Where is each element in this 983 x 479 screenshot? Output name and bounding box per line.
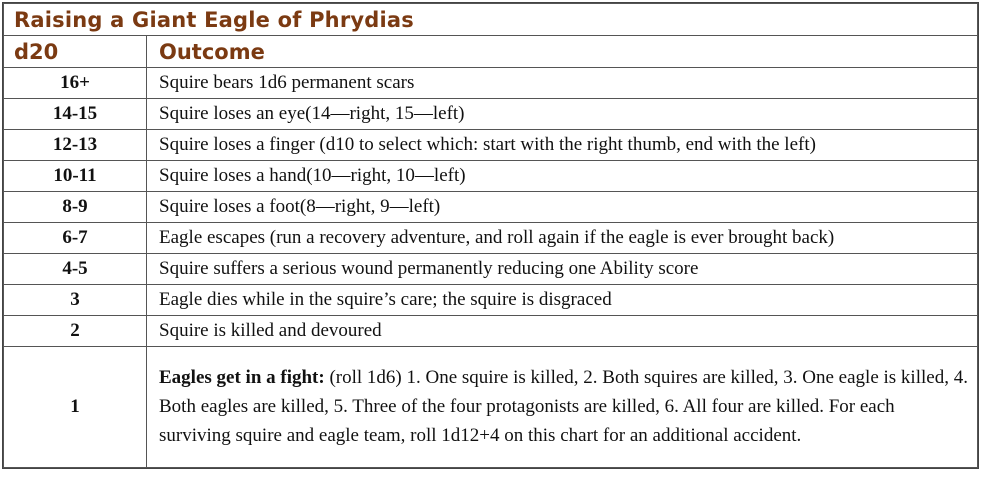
roll-cell: 1 bbox=[4, 347, 147, 468]
table-row bbox=[4, 130, 978, 161]
roll-cell: 14-15 bbox=[4, 99, 147, 130]
header-row bbox=[4, 36, 978, 68]
header-d20: d20 bbox=[4, 36, 147, 68]
table-title: Raising a Giant Eagle of Phrydias bbox=[4, 4, 978, 36]
table-row-last bbox=[4, 347, 978, 468]
outcome-lead: Eagles get in a fight: bbox=[159, 366, 325, 388]
table-row bbox=[4, 254, 978, 285]
outcome-cell: Squire loses a finger (d10 to select which: start with the right thumb, end with the left) bbox=[147, 130, 978, 161]
table-row bbox=[4, 161, 978, 192]
title-row bbox=[4, 4, 978, 36]
roll-cell: 10-11 bbox=[4, 161, 147, 192]
roll-cell: 3 bbox=[4, 285, 147, 316]
table-row bbox=[4, 68, 978, 99]
table-row bbox=[4, 285, 978, 316]
outcome-text: (roll 1d6) 1. One squire is killed, 2. Both squires are killed, 3. One eagle is killed, 4. Both eagles are killed, 5. Three of the four protagonists are killed, 6. All four are killed. For each surviving squire and eagle team, roll 1d12+4 on this chart for an additional accident. bbox=[159, 366, 968, 446]
table-row bbox=[4, 99, 978, 130]
outcome-cell: Squire bears 1d6 permanent scars bbox=[147, 68, 978, 99]
table-row bbox=[4, 192, 978, 223]
table-row bbox=[4, 223, 978, 254]
outcome-cell: Squire suffers a serious wound permanently reducing one Ability score bbox=[147, 254, 978, 285]
outcome-cell: Eagle dies while in the squire’s care; the squire is disgraced bbox=[147, 285, 978, 316]
eagle-table bbox=[2, 2, 979, 469]
roll-cell: 6-7 bbox=[4, 223, 147, 254]
roll-cell: 2 bbox=[4, 316, 147, 347]
outcome-cell: Squire loses a foot(8—right, 9—left) bbox=[147, 192, 978, 223]
header-outcome: Outcome bbox=[147, 36, 978, 68]
outcome-cell: Eagle escapes (run a recovery adventure, and roll again if the eagle is ever brought back) bbox=[147, 223, 978, 254]
roll-cell: 12-13 bbox=[4, 130, 147, 161]
outcome-cell: Squire loses an eye(14—right, 15—left) bbox=[147, 99, 978, 130]
outcome-cell: Squire loses a hand(10—right, 10—left) bbox=[147, 161, 978, 192]
roll-cell: 16+ bbox=[4, 68, 147, 99]
outcome-table bbox=[3, 3, 978, 468]
table-row bbox=[4, 316, 978, 347]
roll-cell: 4-5 bbox=[4, 254, 147, 285]
roll-cell: 8-9 bbox=[4, 192, 147, 223]
outcome-cell: Squire is killed and devoured bbox=[147, 316, 978, 347]
outcome-cell-multiline bbox=[147, 347, 978, 468]
